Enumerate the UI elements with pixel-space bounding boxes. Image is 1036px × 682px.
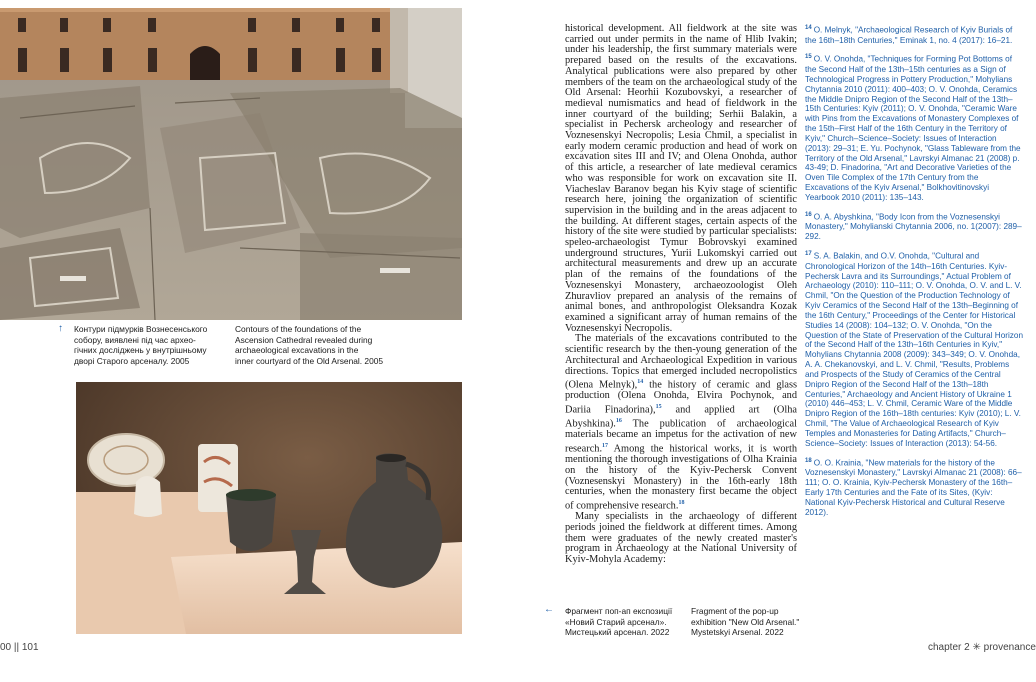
- page-numbers: 00 || 101: [0, 642, 39, 653]
- text-run: The materials of the excavations contributed to the scientific research by the then-young generation of the Architectural and Archaeological Expedition in various directions. Topics that emerged included necropolistics (Olena Melnyk),: [565, 333, 797, 391]
- paragraph-1: historical development. All fieldwork at the site was carried out under permits in the name of Hlib Ivakin; under his leadership, the first summary materials were prepared based on the results of the excavations. Analytical publications were also prepared by other members of the team on the archaeological study of the Old Arsenal: Heorhii Kozubovskyi, a researcher of medieval numismatics and head of fieldwork in the inner courtyard of the building; Serhii Balakin, a specialist in Pechersk archeology and researcher of Voznesenskyi Necropolis; Lesia Chmil, a specialist in early modern ceramic production and head of work on excavation sites III and IV; and Olena Onohda, author of this article, a researcher of late medieval ceramics who was responsible for work on excavation site II. Viacheslav Baranov began his Kyiv stage of scientific research here, joining the organization of scientific supervision in the building and in the areas adjacent to the building. At different stages, certain aspects of the history of the site were studied by particular specialists: speleo-archaeologist Tymur Bobrovskyi examined underground structures, Yurii Lukomskyi carried out architectural measurements and drew up an accurate plan of the remains of the foundations of the Voznesenskyi Monastery, archaeozoologist Oleh Zhuravliov prepared an analysis of the remains of animal bones, and anthropologist Oleksandra Kozak examined a significant array of human remains of the Voznesenskyi Necropolis.: [565, 23, 797, 334]
- footnote-18: [805, 457, 1024, 518]
- footnote-text: O. V. Onohda, "Techniques for Forming Pot Bottoms of the Second Half of the 13th–15th centuries as a Sign of Technological Progress in Pottery Production," Mohylians Chytannia 2010 (2011): 400–403; O. V. Onohda, Ceramics the Middle Dnipro Region of the Second Half of the 13th–15th Centuries: Kyiv (2011); O. V. Onohda, "Ceramic Ware with Pins from the Excavations of Monastery Complexes of the 15th–First Half of the 16th Century in the Territory of Kyiv," Church–Science–Society: Issues of Interaction (2013): 29–31; E. Yu. Pochynok, "Glass Tableware from the Territory of the Old Arsenal," Lavrskyi Almanac 21 (2008) p. 43-49; D. Finadorina, "Art and Decorative Varieties of the Oven Tile Complex of the 17th Century from the Excavations of the Kyiv Arsenal," Bolkhovitinovskyi Yearbook 2010 (2011): 135–143.: [805, 55, 1021, 202]
- footnote-number: 17: [805, 251, 812, 258]
- footnote-number: 18: [805, 457, 812, 464]
- footnote-ref-17[interactable]: 17: [602, 443, 609, 450]
- ceramics-photo-art: [76, 382, 462, 634]
- footnote-16: [805, 211, 1024, 242]
- caption-line: Contours of the foundations of the: [235, 324, 362, 334]
- caption-line: inner courtyard of the Old Arsenal. 2005: [235, 355, 384, 366]
- footnote-ref-14[interactable]: 14: [637, 379, 644, 386]
- caption-ukrainian-excavation: [74, 324, 224, 366]
- caption-line: собору, виявлені під час архео-: [74, 334, 196, 345]
- footnote-text: O. Melnyk, "Archaeological Research of Kyiv Burials of the 16th–18th Centuries," Eminak 1, no. 4 (2017): 16–21.: [805, 25, 1013, 45]
- caption-ukrainian-exhibition: [565, 606, 687, 638]
- caption-line: Fragment of the pop-up: [691, 606, 779, 616]
- footnote-15: [805, 53, 1024, 202]
- ceramics-photo: [76, 382, 462, 634]
- caption-arrow-up-icon: ↑: [58, 323, 63, 334]
- footnotes-column: [805, 24, 1024, 525]
- caption-line: Контури підмурків Вознесенського: [74, 324, 208, 334]
- running-footer: chapter 2 ✳ provenance: [928, 642, 1036, 653]
- footnote-number: 15: [805, 54, 812, 61]
- caption-line: archaeological excavations in the: [235, 345, 359, 356]
- caption-line: гічних досліджень у внутрішньому: [74, 345, 207, 356]
- footnote-text: O. A. Abyshkina, "Body Icon from the Voznesenskyi Monastery," Mohylianski Chytannia 2006, no. 1(2007): 289–292.: [805, 212, 1022, 242]
- caption-line: «Новий Старий арсенал».: [565, 616, 667, 627]
- footnote-number: 14: [805, 25, 812, 31]
- footnote-ref-18[interactable]: 18: [678, 499, 685, 506]
- paragraph-3: Many specialists in the archaeology of different periods joined the fieldwork at different times. Among them were graduates of the newly created master's program in Archaeology at the National University of Kyiv-Mohyla Academy:: [565, 511, 797, 565]
- caption-line: дворі Старого арсеналу. 2005: [74, 355, 190, 366]
- footnote-ref-16[interactable]: 16: [615, 418, 622, 425]
- text-run: and applied art (Olha Abyshkina).: [565, 404, 798, 430]
- footnote-text: S. A. Balakin, and O.V. Onohda, "Cultural and Chronological Horizon of the 14th–16th Centuries. Kyiv-Pechersk Lavra and its Surroundings," Actual Problem of Archaeology (2010): 110–111; O. V. Onohda, O. V. and L. V. Chmil, "On the Question of the Production Technology of Kyiv Ceramics of the Second Half of the 13th–Beginning of the 16th Century," Proceedings of the Center for Historical Studies 14 (2008): 104–132; O. V. Onohda, "On the Question of the State of Preservation of the Cultural Horizon of the Second Half of the 13th–16th Centuries in Kyiv," Mohylians Chytannia 2008 (2009): 343–349; O. V. Onohda, A. A. Chekanovskyi, and L. V. Chmil, "Results, Problems and Prospects of the Study of Ceramics of the Central Dnipro Region of the Second Half of the 13th–18th Centuries," Archaeology and Ancient History of Ukraine 1 (2010) 446–453; L. V. Chmil, Ceramic Ware of the Middle Dnipro Region of the 16th–18th centuries: Kyiv (2010); L. V. Chmil, "The Value of Archaeological Research of Kyiv Temples and Monasteries for Dating Artifacts," Church–Science–Society: Issues of Interaction (2013): 54-56.: [805, 251, 1023, 448]
- caption-english-excavation: [235, 324, 400, 366]
- paragraph-2: [565, 334, 797, 512]
- footnote-number: 16: [805, 211, 812, 218]
- caption-arrow-left-icon: ←: [544, 604, 554, 615]
- excavation-photo: [0, 8, 462, 320]
- article-body: [565, 24, 797, 566]
- caption-line: exhibition "New Old Arsenal.": [691, 616, 800, 627]
- caption-line: Мистецький арсенал. 2022: [565, 627, 670, 638]
- footnote-ref-15[interactable]: 15: [655, 404, 662, 411]
- caption-line: Ascension Cathedral revealed during: [235, 334, 373, 345]
- footnote-text: O. O. Krainia, "New materials for the history of the Voznesenskyi Monastery," Lavrskyi Almanac 21 (2008): 66–111; O. O. Krainia, Kyiv-Pechersk Monastery of the 16th–Early 17th Centuries and the Fate of its Sites, (Kyiv: National Kyiv-Pechersk Historical and Cultural Reserve 2012).: [805, 458, 1022, 517]
- excavation-photo-art: [0, 8, 462, 320]
- caption-line: Mystetskyi Arsenal. 2022: [691, 627, 784, 638]
- caption-line: Фрагмент поп-ап експозиції: [565, 606, 673, 616]
- text-run: The publication of archaeological materials became an impetus for the activation of new research.: [565, 418, 797, 455]
- text-run: Among the historical works, it is worth mentioning the thorough investigations of Olha Krainia on the history of the Kyiv-Pechersk Convent (Voznesenskyi Monastery) in the 16th-early 18th centuries, when the monastery first became the object of comprehensive research.: [565, 443, 797, 512]
- footnote-14: [805, 24, 1024, 45]
- caption-english-exhibition: [691, 606, 816, 638]
- footnote-17: [805, 250, 1024, 449]
- text-run: the history of ceramic and glass production (Olena Onohda, Elvira Pochynok, and Dariia Finadorina),: [565, 379, 798, 416]
